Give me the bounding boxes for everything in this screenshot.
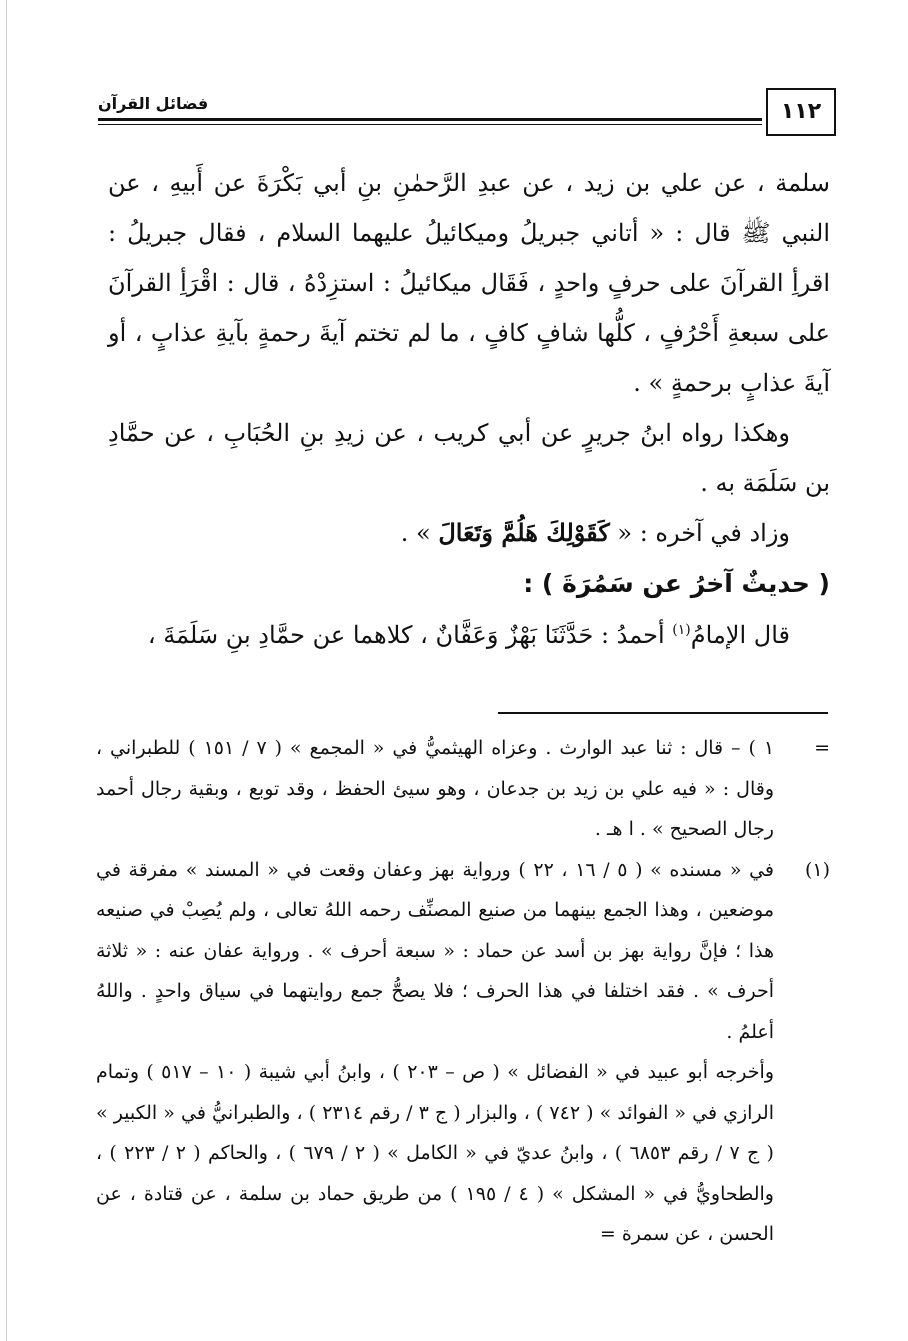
footnotes	[96, 728, 830, 1255]
footnote-separator	[498, 712, 828, 714]
paragraph-addition	[108, 508, 830, 558]
header-rule-thin	[98, 124, 762, 125]
footnote-marker: (١)	[804, 858, 830, 881]
addition-suffix: » .	[400, 519, 439, 547]
page-edge-line	[6, 0, 7, 1341]
footnote-body	[96, 850, 774, 1255]
footnote-paragraph: في « مسنده » ( ٥ / ١٦ ، ٢٢ ) ورواية بهز وعفان وقعت في « المسند » مفرقة في موضعين ، وهذا الجمع بينهما من صنيع المصنِّف رحمه اللهُ تعالى ، ولم يُصِبْ في صنيعه هذا ؛ فإنَّ رواية بهز بن أسد عن حماد : « سبعة أحرف » . ورواية عفان عنه : « ثلاثة أحرف » . فقد اختلفا في هذا الحرف ؛ فلا يصحُّ جمع روايتهما في سياق واحدٍ . واللهُ أعلمُ .	[96, 858, 774, 1043]
quran-phrase: كَقَوْلِكَ هَلُمَّ وَتَعَالَ	[438, 518, 610, 547]
addition-prefix: وزاد في آخره : «	[609, 519, 790, 547]
paragraph-imam-ahmad	[108, 610, 830, 660]
paragraph-hadith: سلمة ، عن علي بن زيد ، عن عبدِ الرَّحمٰنِ بنِ أبي بَكْرَةَ عن أَبيهِ ، عن النبي ﷺ قال : « أتاني جبريلُ وميكائيلُ عليهما السلام ، فقال جبريلُ : اقرأِ القرآنَ على حرفٍ واحدٍ ، فَقَال ميكائيلُ : استزِدْهُ ، قال : اقْرَأِ القرآنَ على سبعةِ أَحْرُفٍ ، كلُّها شافٍ كافٍ ، ما لم تختم آيةَ رحمةٍ بآيةِ عذابٍ ، أو آيةَ عذابٍ برحمةٍ » .	[108, 169, 830, 397]
page-number: ١١٢	[766, 88, 836, 136]
footnote-paragraph: وأخرجه أبو عبيد في « الفضائل » ( ص – ٢٠٣ ) ، وابنُ أبي شيبة ( ١٠ – ٥١٧ ) وتمام الرازي في « الفوائد » ( ٧٤٢ ) ، والبزار ( ج ٣ / رقم ٢٣١٤ ) ، والطبرانيُّ في « الكبير » ( ج ٧ / رقم ٦٨٥٣ ) ، وابنُ عديّ في « الكامل » ( ٢ / ٦٧٩ ) ، والحاكم ( ٢ / ٢٢٣ ) ، والطحاويُّ في « المشكل » ( ٤ / ١٩٥ ) من طريق حماد بن سلمة ، عن قتادة ، عن الحسن ، عن سمرة =	[96, 1061, 775, 1245]
paragraph-ibn-jarir: وهكذا رواه ابنُ جريرٍ عن أبي كريب ، عن زيدِ بنِ الحُبَابِ ، عن حمَّادِ بن سَلَمَة به .	[108, 419, 830, 497]
footnote-paragraph: ١ ) – قال : ثنا عبد الوارث . وعزاه الهيثميُّ في « المجمع » ( ٧ / ١٥١ ) للطبراني ، وقال : « فيه علي بن زيد بن جدعان ، وهو سيئ الحفظ ، وقد توبع ، وبقية رجال أحمد رجال الصحيح » . ا هـ .	[96, 737, 775, 840]
footnote-continued	[96, 728, 830, 850]
section-heading: ( حديثٌ آخرُ عن سَمُرَةَ ) :	[523, 569, 830, 598]
imam-text-rest: أحمدُ : حَدَّثَنَا بَهْزٌ وَعَفَّانٌ ، كلاهما عن حمَّادِ بنِ سَلَمَةَ ،	[147, 621, 673, 649]
footnote-ref: (١)	[672, 622, 691, 638]
footnote-body	[96, 728, 774, 850]
page-header	[98, 88, 836, 138]
footnote-marker: =	[814, 737, 830, 759]
imam-text: قال الإمامُ	[690, 621, 790, 649]
main-text	[108, 158, 830, 660]
header-rule-thick	[98, 118, 762, 121]
running-title: فضائل القرآن	[98, 94, 209, 113]
footnote-1	[96, 850, 830, 1255]
